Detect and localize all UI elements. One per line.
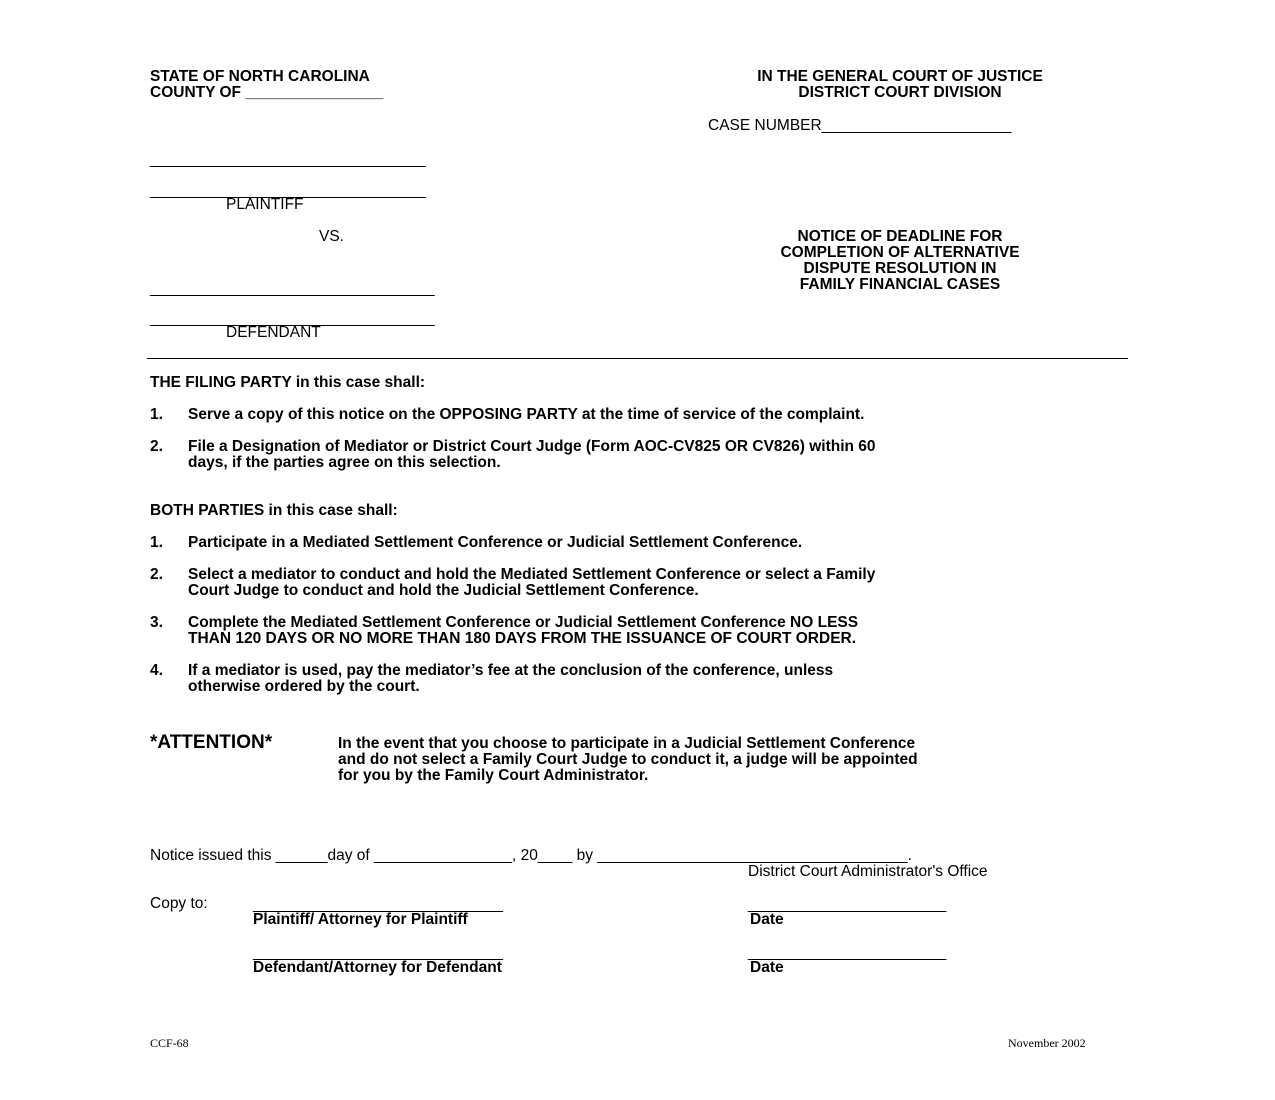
- both-item-text: Complete the Mediated Settlement Conference or Judicial Settlement Conference NO LESS THAN 120 DAYS OR NO MORE THAN 180 DAYS FROM THE ISSUANCE OF COURT ORDER.: [188, 614, 859, 647]
- notice-title-line-2: COMPLETION OF ALTERNATIVE: [780, 244, 1020, 261]
- defendant-label: DEFENDANT: [226, 324, 321, 341]
- defendant-date-label: Date: [750, 959, 784, 976]
- defendant-name-line-1[interactable]: _________________________________: [150, 280, 435, 297]
- state-label: STATE OF NORTH CAROLINA: [150, 68, 370, 85]
- notice-title-line-3: DISPUTE RESOLUTION IN: [803, 260, 997, 277]
- plaintiff-date-line[interactable]: _______________________: [748, 896, 947, 913]
- plaintiff-attorney-label: Plaintiff/ Attorney for Plaintiff: [253, 911, 468, 928]
- attention-text: In the event that you choose to participate in a Judicial Settlement Conference and do not select a Family Court Judge to conduct it, a judge will be appointed for you by the Family Court Administrator.: [338, 735, 918, 784]
- versus-label: VS.: [319, 228, 344, 245]
- both-parties-heading: BOTH PARTIES in this case shall:: [150, 502, 398, 519]
- filing-party-heading: THE FILING PARTY in this case shall:: [150, 374, 426, 391]
- notice-title-line-4: FAMILY FINANCIAL CASES: [799, 276, 1001, 293]
- plaintiff-name-line-2[interactable]: ________________________________: [150, 182, 426, 199]
- copy-to-label: Copy to:: [150, 895, 208, 912]
- defendant-attorney-label: Defendant/Attorney for Defendant: [253, 959, 502, 976]
- division-label: DISTRICT COURT DIVISION: [798, 84, 1002, 101]
- administrator-office-label: District Court Administrator's Office: [748, 863, 988, 880]
- plaintiff-name-line-1[interactable]: ________________________________: [150, 151, 426, 168]
- both-item-number: 2.: [150, 566, 163, 583]
- both-item-text: If a mediator is used, pay the mediator’s fee at the conclusion of the conference, unless otherwise ordered by the court.: [188, 662, 834, 695]
- plaintiff-label: PLAINTIFF: [226, 196, 304, 213]
- defendant-name-line-2[interactable]: _________________________________: [150, 310, 435, 327]
- form-date: November 2002: [1008, 1036, 1086, 1050]
- both-item-number: 1.: [150, 534, 163, 551]
- filing-item-text: File a Designation of Mediator or District Court Judge (Form AOC-CV825 OR CV826) within 60 days, if the parties agree on this selection.: [188, 438, 876, 471]
- both-item-text: Select a mediator to conduct and hold the Mediated Settlement Conference or select a Family Court Judge to conduct and hold the Judicial Settlement Conference.: [188, 566, 876, 599]
- plaintiff-date-label: Date: [750, 911, 784, 928]
- defendant-date-line[interactable]: _______________________: [748, 944, 947, 961]
- both-item-number: 3.: [150, 614, 163, 631]
- notice-title-line-1: NOTICE OF DEADLINE FOR: [797, 228, 1003, 245]
- attention-label: *ATTENTION*: [150, 732, 273, 753]
- section-divider: [147, 358, 1128, 359]
- filing-item-number: 1.: [150, 406, 163, 423]
- notice-issued-line[interactable]: Notice issued this ______day of ________________, 20____ by ____________________________________.: [150, 847, 912, 864]
- filing-item-number: 2.: [150, 438, 163, 455]
- both-item-text: Participate in a Mediated Settlement Conference or Judicial Settlement Conference.: [188, 534, 803, 551]
- county-field[interactable]: COUNTY OF ________________: [150, 84, 384, 101]
- both-item-number: 4.: [150, 662, 163, 679]
- defendant-signature-line[interactable]: _____________________________: [253, 944, 503, 961]
- form-id: CCF-68: [150, 1036, 189, 1050]
- plaintiff-signature-line[interactable]: _____________________________: [253, 896, 503, 913]
- court-label: IN THE GENERAL COURT OF JUSTICE: [757, 68, 1043, 85]
- case-number-field[interactable]: CASE NUMBER______________________: [708, 117, 1012, 134]
- filing-item-text: Serve a copy of this notice on the OPPOSING PARTY at the time of service of the complaint.: [188, 406, 865, 423]
